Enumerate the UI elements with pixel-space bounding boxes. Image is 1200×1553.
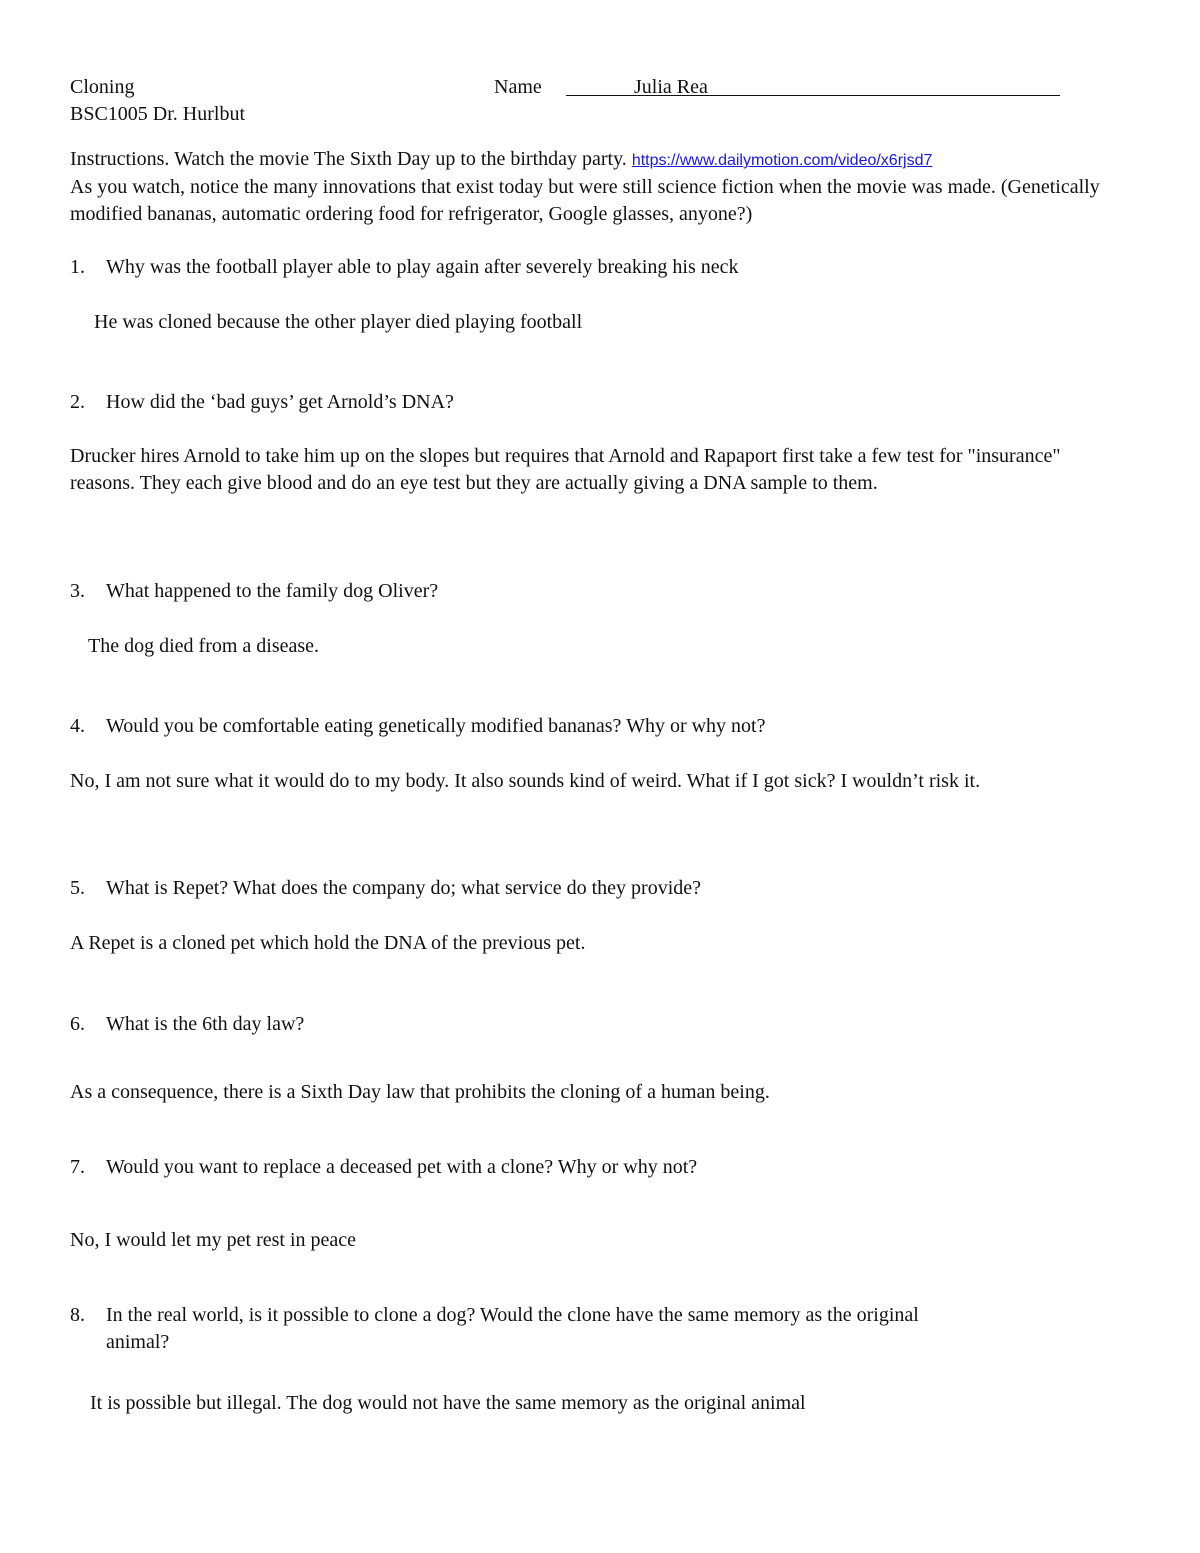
question-number: 5. <box>70 877 85 899</box>
instructions-detail: As you watch, notice the many innovations that exist today but were still science fiction when the movie was made. (Genetically modified bananas, automatic ordering food for refrigerator, Google glasses, anyone?) <box>70 176 1100 225</box>
answer-text: As a consequence, there is a Sixth Day law that prohibits the cloning of a human being. <box>70 1081 770 1103</box>
question-text: What is the 6th day law? <box>106 1013 305 1035</box>
instructions-text: Instructions. Watch the movie The Sixth Day up to the birthday party. <box>70 148 632 170</box>
name-value: Julia Rea <box>634 76 708 98</box>
name-label: Name <box>494 76 542 98</box>
answer-text: He was cloned because the other player died playing football <box>94 311 583 333</box>
course-title: Cloning <box>70 76 135 98</box>
question-number: 3. <box>70 580 85 602</box>
course-line: BSC1005 Dr. Hurlbut <box>70 103 246 125</box>
answer-text: A Repet is a cloned pet which hold the DNA of the previous pet. <box>70 932 586 954</box>
question-text: What happened to the family dog Oliver? <box>106 580 439 602</box>
question-number: 1. <box>70 256 85 278</box>
question-text: Why was the football player able to play again after severely breaking his neck <box>106 256 739 278</box>
answer-text: The dog died from a disease. <box>88 635 320 657</box>
question-text-line1: In the real world, is it possible to clone a dog? Would the clone have the same memory as the original <box>106 1304 919 1326</box>
question-number: 8. <box>70 1304 85 1326</box>
question-text: What is Repet? What does the company do; what service do they provide? <box>106 877 701 899</box>
video-link[interactable]: https://www.dailymotion.com/video/x6rjsd7 <box>631 152 933 169</box>
instructions <box>70 146 1130 228</box>
answer-text: No, I am not sure what it would do to my body. It also sounds kind of weird. What if I got sick? I wouldn’t risk it. <box>70 770 981 792</box>
question-text: Would you want to replace a deceased pet with a clone? Why or why not? <box>106 1156 698 1178</box>
question-text: How did the ‘bad guys’ get Arnold’s DNA? <box>106 391 454 413</box>
answer-text: No, I would let my pet rest in peace <box>70 1229 357 1251</box>
question-number: 6. <box>70 1013 85 1035</box>
question-text-line2: animal? <box>106 1331 170 1353</box>
question-text: Would you be comfortable eating genetically modified bananas? Why or why not? <box>106 715 766 737</box>
question-number: 4. <box>70 715 85 737</box>
answer-text: Drucker hires Arnold to take him up on the slopes but requires that Arnold and Rapaport first take a few test for "insurance" reasons. They each give blood and do an eye test but they are actually giving a DNA sample to them. <box>70 445 1061 494</box>
question-number: 2. <box>70 391 85 413</box>
answer-text: It is possible but illegal. The dog would not have the same memory as the original animal <box>90 1392 806 1414</box>
question-number: 7. <box>70 1156 85 1178</box>
